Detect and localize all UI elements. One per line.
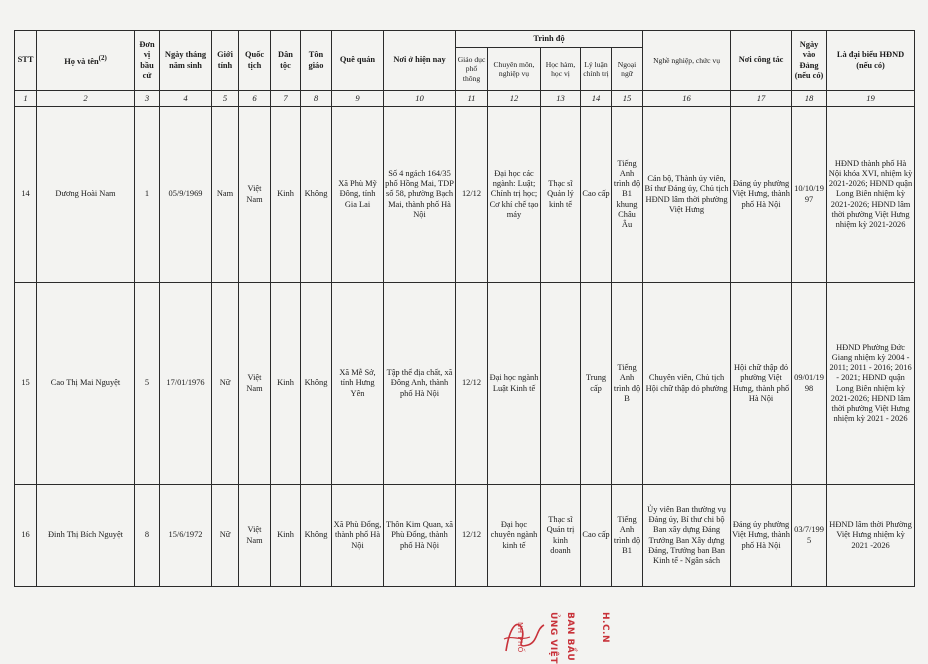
cell-gender: Nữ bbox=[212, 485, 239, 587]
cell-nationality: Việt Nam bbox=[239, 107, 271, 283]
cell-name: Dương Hoài Nam bbox=[37, 107, 135, 283]
cell-hometown: Xã Phù Mỹ Đông, tỉnh Gia Lai bbox=[332, 107, 384, 283]
cell-political-theory: Cao cấp bbox=[581, 485, 612, 587]
cell-party-date: 10/10/1997 bbox=[792, 107, 827, 283]
cell-council-delegate: HĐND thành phố Hà Nội khóa XVI, nhiệm kỳ 2021-2026; HĐND quận Long Biên nhiệm kỳ 2021-2026; HĐND lâm thời phường Việt Hưng nhiệm kỳ 2021-2026 bbox=[827, 107, 915, 283]
cell-party-date: 09/01/1998 bbox=[792, 283, 827, 485]
column-number: 1 bbox=[15, 91, 37, 107]
cell-name: Cao Thị Mai Nguyệt bbox=[37, 283, 135, 485]
cell-religion: Không bbox=[301, 485, 332, 587]
cell-academic: Thạc sĩ Quản trị kinh doanh bbox=[541, 485, 581, 587]
cell-academic bbox=[541, 283, 581, 485]
cell-stt: 16 bbox=[15, 485, 37, 587]
header-occupation: Nghề nghiệp, chức vụ bbox=[643, 31, 731, 91]
cell-council-delegate: HĐND lâm thời Phường Việt Hưng nhiệm kỳ 2021 -2026 bbox=[827, 485, 915, 587]
column-number: 14 bbox=[581, 91, 612, 107]
cell-unit: 5 bbox=[135, 283, 160, 485]
column-number: 5 bbox=[212, 91, 239, 107]
header-religion: Tôn giáo bbox=[301, 31, 332, 91]
cell-workplace: Đảng ủy phường Việt Hưng, thành phố Hà Nội bbox=[731, 107, 792, 283]
column-number: 2 bbox=[37, 91, 135, 107]
cell-hometown: Xã Mễ Sở, tỉnh Hưng Yên bbox=[332, 283, 384, 485]
column-number: 16 bbox=[643, 91, 731, 107]
column-number: 19 bbox=[827, 91, 915, 107]
header-education-group: Trình độ bbox=[456, 31, 643, 48]
cell-ethnicity: Kinh bbox=[271, 107, 301, 283]
cell-workplace: Hội chữ thập đỏ phường Việt Hưng, thành phố Hà Nội bbox=[731, 283, 792, 485]
header-ethnicity: Dân tộc bbox=[271, 31, 301, 91]
header-professional: Chuyên môn, nghiệp vụ bbox=[488, 48, 541, 91]
cell-general-edu: 12/12 bbox=[456, 283, 488, 485]
cell-religion: Không bbox=[301, 283, 332, 485]
header-workplace: Nơi công tác bbox=[731, 31, 792, 91]
stamp-text-2: ỦNG VIỆT bbox=[548, 612, 558, 664]
cell-ethnicity: Kinh bbox=[271, 485, 301, 587]
cell-name: Đinh Thị Bích Nguyệt bbox=[37, 485, 135, 587]
cell-occupation: Cán bộ, Thành ủy viên, Bí thư Đảng ủy, Chủ tịch HĐND lâm thời phường Việt Hưng bbox=[643, 107, 731, 283]
stamp-text-1: BAN BẦU bbox=[565, 612, 575, 662]
cell-stt: 15 bbox=[15, 283, 37, 485]
red-signature-mark bbox=[500, 615, 550, 657]
cell-professional: Đại học ngành Luật Kinh tế bbox=[488, 283, 541, 485]
cell-general-edu: 12/12 bbox=[456, 107, 488, 283]
column-number: 9 bbox=[332, 91, 384, 107]
cell-occupation: Ủy viên Ban thường vụ Đảng ủy, Bí thư chi bộ Ban xây dựng Đảng Trưởng Ban Xây dựng Đảng, Trưởng ban Ban Kinh tế - Ngân sách bbox=[643, 485, 731, 587]
column-number: 11 bbox=[456, 91, 488, 107]
table-row bbox=[15, 283, 915, 485]
cell-occupation: Chuyên viên, Chủ tịch Hội chữ thập đỏ phường bbox=[643, 283, 731, 485]
cell-stt: 14 bbox=[15, 107, 37, 283]
header-stt: STT bbox=[15, 31, 37, 91]
table-row bbox=[15, 107, 915, 283]
header-name bbox=[37, 31, 135, 91]
cell-academic: Thạc sĩ Quản lý kinh tế bbox=[541, 107, 581, 283]
candidate-table bbox=[14, 30, 915, 587]
header-general-edu: Giáo dục phổ thông bbox=[456, 48, 488, 91]
cell-foreign-lang: Tiếng Anh trình độ B1 bbox=[612, 485, 643, 587]
header-gender: Giới tính bbox=[212, 31, 239, 91]
cell-workplace: Đảng ủy phường Việt Hưng, thành phố Hà Nội bbox=[731, 485, 792, 587]
header-nationality: Quốc tịch bbox=[239, 31, 271, 91]
header-dob: Ngày tháng năm sinh bbox=[160, 31, 212, 91]
stamp-text-3: H.C.N bbox=[600, 612, 610, 644]
column-number: 15 bbox=[612, 91, 643, 107]
cell-party-date: 03/7/1995 bbox=[792, 485, 827, 587]
cell-dob: 15/6/1972 bbox=[160, 485, 212, 587]
cell-dob: 05/9/1969 bbox=[160, 107, 212, 283]
cell-residence: Số 4 ngách 164/35 phố Hồng Mai, TDP số 58, phường Bạch Mai, thành phố Hà Nội bbox=[384, 107, 456, 283]
cell-residence: Tập thể địa chất, xã Đông Anh, thành phố Hà Nội bbox=[384, 283, 456, 485]
cell-professional: Đại học các ngành: Luật; Chính trị học; Cơ khí chế tạo máy bbox=[488, 107, 541, 283]
cell-residence: Thôn Kim Quan, xã Phù Đổng, thành phố Hà Nội bbox=[384, 485, 456, 587]
header-unit: Đơn vị bầu cử bbox=[135, 31, 160, 91]
column-number: 12 bbox=[488, 91, 541, 107]
cell-political-theory: Cao cấp bbox=[581, 107, 612, 283]
column-number: 4 bbox=[160, 91, 212, 107]
header-political-theory: Lý luận chính trị bbox=[581, 48, 612, 91]
cell-foreign-lang: Tiếng Anh trình độ B bbox=[612, 283, 643, 485]
column-number: 8 bbox=[301, 91, 332, 107]
cell-foreign-lang: Tiếng Anh trình độ B1 khung Châu Âu bbox=[612, 107, 643, 283]
cell-gender: Nam bbox=[212, 107, 239, 283]
column-number: 17 bbox=[731, 91, 792, 107]
header-foreign-lang: Ngoại ngữ bbox=[612, 48, 643, 91]
header-residence: Nơi ở hiện nay bbox=[384, 31, 456, 91]
cell-professional: Đại học chuyên ngành kinh tế bbox=[488, 485, 541, 587]
cell-religion: Không bbox=[301, 107, 332, 283]
table-row bbox=[15, 485, 915, 587]
cell-ethnicity: Kinh bbox=[271, 283, 301, 485]
header-hometown: Quê quán bbox=[332, 31, 384, 91]
cell-nationality: Việt Nam bbox=[239, 485, 271, 587]
column-number: 3 bbox=[135, 91, 160, 107]
column-number: 13 bbox=[541, 91, 581, 107]
cell-council-delegate: HĐND Phường Đức Giang nhiệm kỳ 2004 - 2011; 2011 - 2016; 2016 - 2021; HĐND quận Long Biên nhiệm kỳ 2021-2026; HĐND lâm thời phường Việt Hưng nhiệm kỳ 2021 - 2026 bbox=[827, 283, 915, 485]
cell-general-edu: 12/12 bbox=[456, 485, 488, 587]
cell-unit: 8 bbox=[135, 485, 160, 587]
column-number: 10 bbox=[384, 91, 456, 107]
cell-hometown: Xã Phù Đổng, thành phố Hà Nội bbox=[332, 485, 384, 587]
header-academic: Học hàm, học vị bbox=[541, 48, 581, 91]
column-number: 7 bbox=[271, 91, 301, 107]
stamp-text-4: NH PHỐ bbox=[516, 622, 524, 653]
column-number: 6 bbox=[239, 91, 271, 107]
cell-dob: 17/01/1976 bbox=[160, 283, 212, 485]
cell-political-theory: Trung cấp bbox=[581, 283, 612, 485]
header-name-footnote: (2) bbox=[98, 53, 107, 62]
header-name-label: Họ và tên bbox=[64, 56, 99, 66]
cell-gender: Nữ bbox=[212, 283, 239, 485]
cell-unit: 1 bbox=[135, 107, 160, 283]
header-council-delegate: Là đại biểu HĐND (nếu có) bbox=[827, 31, 915, 91]
cell-nationality: Việt Nam bbox=[239, 283, 271, 485]
candidate-table-sheet bbox=[14, 30, 914, 587]
header-party-date: Ngày vào Đảng (nếu có) bbox=[792, 31, 827, 91]
column-number-row bbox=[15, 91, 915, 107]
column-number: 18 bbox=[792, 91, 827, 107]
